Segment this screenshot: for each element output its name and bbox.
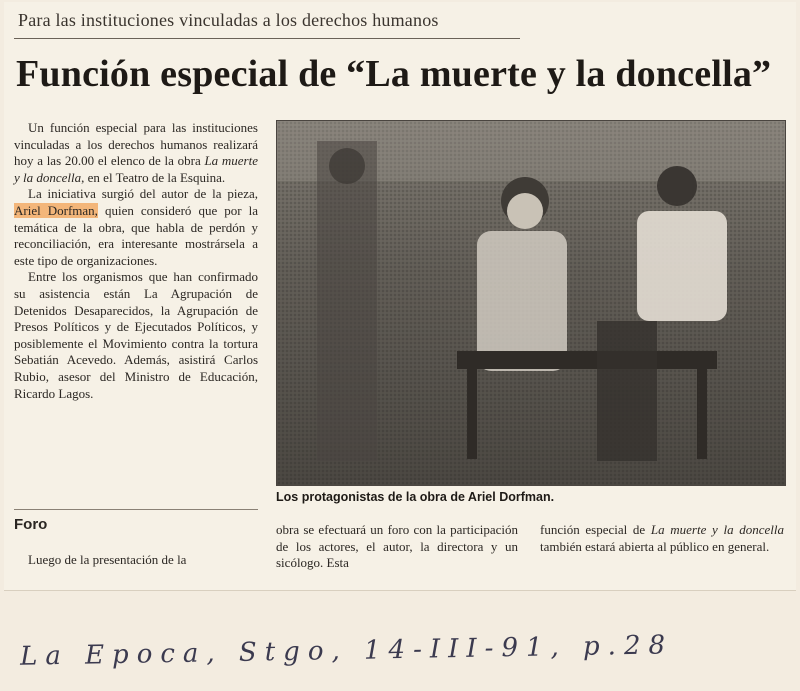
subhead-rule bbox=[14, 509, 258, 510]
play-title: La muerte y la doncella bbox=[14, 153, 258, 185]
paragraph-1 bbox=[14, 120, 258, 186]
photo bbox=[276, 120, 786, 486]
paragraph-1-text-b: , en el Teatro de la Esquina. bbox=[81, 169, 226, 185]
kicker-rule bbox=[14, 38, 520, 39]
headline: Función especial de “La muerte y la doncella” bbox=[16, 53, 772, 95]
paragraph-2-text-a: La iniciativa surgió del autor de la pieza, bbox=[28, 186, 258, 202]
paragraph-1-text-a: Un función especial para las instituciones vinculadas a los derechos humanos realizará hoy a las 20.00 el elenco de la obra bbox=[14, 120, 258, 169]
photo-caption: Los protagonistas de la obra de Ariel Dorfman. bbox=[276, 490, 555, 504]
newspaper-clipping bbox=[4, 2, 796, 591]
photo-illustration bbox=[277, 121, 785, 485]
column-1-end bbox=[14, 552, 258, 569]
kicker: Para las instituciones vinculadas a los derechos humanos bbox=[18, 10, 439, 30]
subhead-foro: Foro bbox=[14, 516, 48, 533]
foro-paragraph-middle: obra se efectuará un foro con la participación de los actores, el autor, la directora y un sicólogo. Esta bbox=[276, 522, 518, 571]
paragraph-2 bbox=[14, 186, 258, 269]
highlighted-author-name: Ariel Dorfman, bbox=[14, 202, 98, 218]
column-1 bbox=[14, 120, 258, 402]
col3-text-a: función especial de bbox=[540, 522, 651, 537]
col3-play-title: La muerte y la doncella bbox=[650, 522, 785, 537]
foro-paragraph-end bbox=[540, 522, 784, 555]
handwritten-source-note: La Epoca, Stgo, 14-III-91, p.28 bbox=[19, 630, 674, 672]
column-3 bbox=[540, 522, 784, 555]
column-2 bbox=[276, 522, 518, 572]
col3-text-b: también estará abierta al público en general. bbox=[540, 538, 770, 554]
paragraph-3: Entre los organismos que han confirmado su asistencia están La Agrupación de Detenidos Desaparecidos, la Agrupación de Presos Políticos y de Ejecutados Políticos, y posiblemente el Movimiento contra la tortura Sebatián Acevedo. Además, asistirá Carlos Rubio, asesor del Ministro de Educación, Ricardo Lagos. bbox=[14, 269, 258, 401]
foro-paragraph-start: Luego de la presentación de la bbox=[28, 552, 187, 567]
paragraph-2-text-b: quien consideró que por la temática de la obra, que habla de perdón y reconciliación, era interesante mostrársela a este tipo de organizaciones. bbox=[14, 202, 259, 268]
